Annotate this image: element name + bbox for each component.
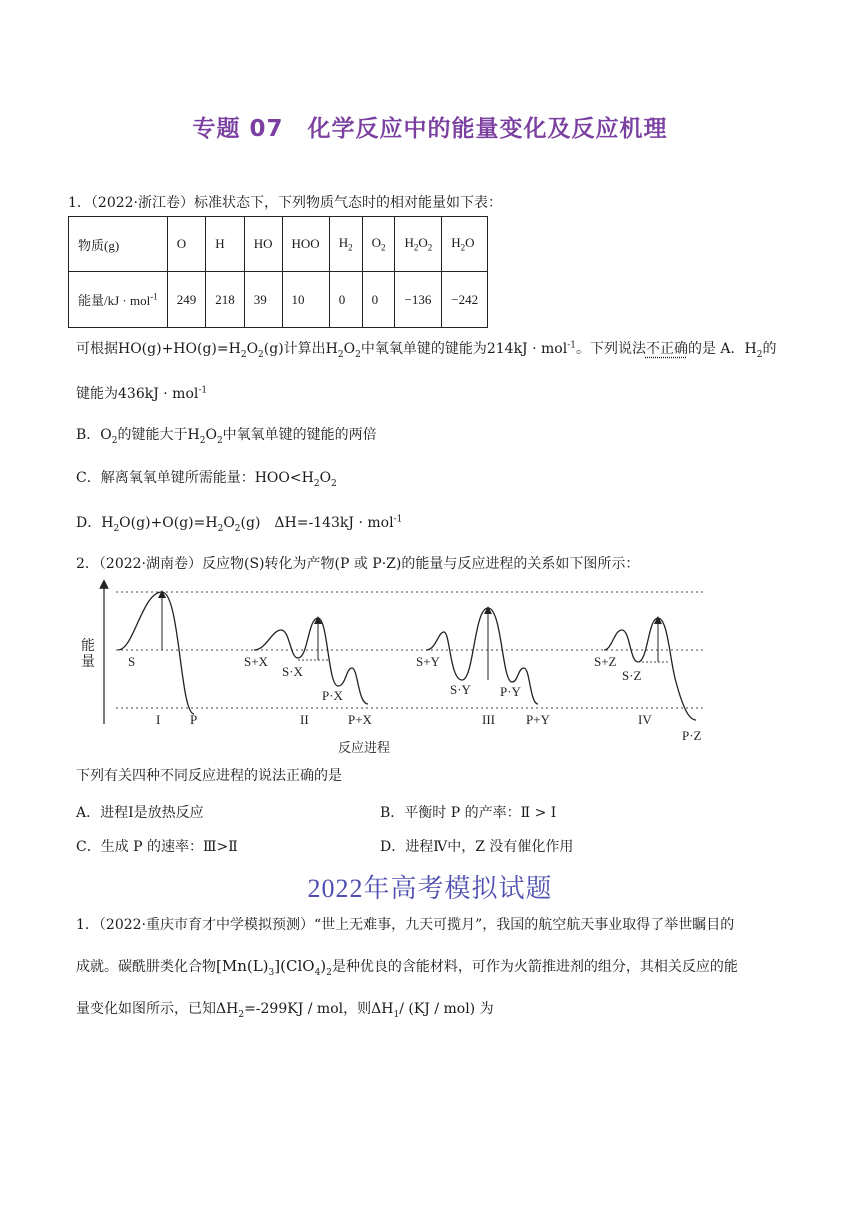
text-run: 中氧氧单键的键能的两倍 xyxy=(222,427,377,443)
subscript: 2 xyxy=(111,435,118,446)
subscript: 2 xyxy=(240,349,247,360)
table-cell: $H_2O_2$ xyxy=(395,217,442,272)
label-p-plus-y: P+Y xyxy=(526,712,550,727)
cell-text: H xyxy=(451,235,461,251)
table-cell: 0 xyxy=(329,272,362,328)
text-run: O xyxy=(223,515,235,531)
subscript: 2 xyxy=(258,349,264,360)
subscript: 2 xyxy=(199,435,206,446)
path-i-curve xyxy=(118,592,194,714)
table-cell: 0 xyxy=(362,272,395,328)
table-cell: 218 xyxy=(206,272,245,328)
subscript: 2 xyxy=(331,478,337,489)
y-axis-label-2: 量 xyxy=(81,655,95,670)
q2-option-a: A．进程Ⅰ是放热反应 xyxy=(76,805,204,821)
q1-option-b xyxy=(76,424,377,446)
text-run: C．解离氧氧单键所需能量：HOO<H xyxy=(76,470,314,486)
table-cell: −136 xyxy=(395,272,442,328)
text-run: ) xyxy=(320,957,327,975)
subscript: 2 xyxy=(756,349,763,360)
x-axis-label: 反应进程 xyxy=(338,740,391,755)
label-s-dot-x: S·X xyxy=(282,664,303,679)
superscript: -1 xyxy=(393,514,403,525)
label-s: S xyxy=(128,654,136,669)
subscript: 2 xyxy=(238,1009,245,1020)
table-cell: H xyxy=(206,217,245,272)
path-ii-curve xyxy=(254,618,368,704)
label-p-dot-x: P·X xyxy=(322,688,343,703)
text-run: O(g)+O(g)=H xyxy=(119,515,218,531)
text-run: O xyxy=(319,470,332,486)
energy-profile-diagram xyxy=(76,574,736,760)
subscript: 2 xyxy=(234,523,241,534)
subscript: 2 xyxy=(113,523,120,534)
text-run: 成就。碳酰肼类化合物 xyxy=(76,959,216,975)
cell-text: H xyxy=(338,235,349,251)
text-run: O xyxy=(246,341,259,357)
table-cell xyxy=(329,217,362,272)
q2-question: 下列有关四种不同反应进程的说法正确的是 xyxy=(76,768,342,784)
chemical-formula xyxy=(216,957,332,978)
path-iii-curve xyxy=(426,608,538,704)
label-ii: II xyxy=(300,712,309,727)
label-iv: IV xyxy=(638,712,652,727)
superscript: -1 xyxy=(567,340,576,351)
subscript: 2 xyxy=(326,968,332,978)
cell-text: O xyxy=(371,235,381,251)
subscript: 2 xyxy=(460,242,466,253)
q1-option-c xyxy=(76,467,337,489)
subscript: 2 xyxy=(216,435,223,446)
table-cell xyxy=(69,272,168,328)
table-header-row xyxy=(69,217,488,272)
label-p: P xyxy=(190,712,198,727)
text-run: 的键能大于H xyxy=(117,427,200,443)
table-cell: HOO xyxy=(282,217,329,272)
table-row xyxy=(69,272,488,328)
label-p-dot-z: P·Z xyxy=(682,728,702,743)
subscript: 3 xyxy=(268,968,275,978)
q2-option-d: D．进程Ⅳ中，Z 没有催化作用 xyxy=(380,839,574,855)
label-s-plus-x: S+X xyxy=(244,654,268,669)
q3-line1: 1．（2022·重庆市育才中学模拟预测）“世上无难事，九天可揽月”，我国的航空航天事业取得了举世瞩目的 xyxy=(76,917,735,933)
y-axis-label-1: 能 xyxy=(81,639,95,654)
text-run: 的是 A．H xyxy=(687,341,757,357)
subscript: 2 xyxy=(348,242,353,253)
superscript: -1 xyxy=(198,385,208,396)
superscript: -1 xyxy=(150,291,158,302)
text-run: ΔH xyxy=(216,1001,239,1017)
q2-option-c: C．生成 P 的速率：Ⅲ>Ⅱ xyxy=(76,839,238,855)
table-cell: 39 xyxy=(244,272,282,328)
table-cell: O xyxy=(167,217,206,272)
q1-option-d xyxy=(76,512,402,534)
label-s-plus-y: S+Y xyxy=(416,654,440,669)
q3-line3 xyxy=(76,998,494,1020)
text-run: 量变化如图所示，已知 xyxy=(76,1001,216,1017)
label-s-plus-z: S+Z xyxy=(594,654,617,669)
text-run: / (KJ / mol) 为 xyxy=(399,1001,494,1017)
row-label: 能量/ xyxy=(78,293,108,308)
q1-text-line1 xyxy=(76,338,777,360)
table-cell: 10 xyxy=(282,272,329,328)
label-s-dot-z: S·Z xyxy=(622,668,642,683)
subscript: 1 xyxy=(393,1009,400,1020)
label-i: I xyxy=(156,712,161,727)
text-run: 是种优良的含能材料，可作为火箭推进剂的组分，其相关反应的能 xyxy=(331,959,738,975)
text-run: ΔH xyxy=(371,1001,394,1017)
q3-line2 xyxy=(76,956,738,978)
subscript: 2 xyxy=(337,349,344,360)
subscript: 2 xyxy=(217,523,224,534)
text-run: (g) ΔH=-143kJ · mol xyxy=(240,515,394,531)
table-cell: −242 xyxy=(442,272,488,328)
q1-text-line2 xyxy=(76,383,207,403)
section-heading: 2022年高考模拟试题 xyxy=(307,874,553,903)
text-run: O xyxy=(343,341,356,357)
q1-stem: 1．（2022·浙江卷）标准状态下，下列物质气态时的相对能量如下表： xyxy=(68,195,502,211)
text-run: =-299KJ / mol，则 xyxy=(244,1001,372,1017)
table-cell: HO xyxy=(244,217,282,272)
text-run: 中氧氧单键的键能为214kJ · mol xyxy=(360,341,568,357)
text-run: [Mn(L) xyxy=(216,957,269,975)
table-cell: $H_2O$ xyxy=(442,217,488,272)
text-run: 。下列说法 xyxy=(575,341,646,357)
energy-table xyxy=(68,216,488,328)
label-p-plus-x: P+X xyxy=(348,712,372,727)
q2-stem: 2．（2022·湖南卷）反应物(S)转化为产物(P 或 P·Z)的能量与反应进程的关系如下图所示： xyxy=(76,556,640,572)
text-run: B．O xyxy=(76,427,112,443)
text-run: D．H xyxy=(76,515,114,531)
text-run: ](ClO xyxy=(274,957,315,975)
path-iv-curve xyxy=(604,618,696,720)
label-p-dot-y: P·Y xyxy=(500,684,521,699)
text-run: 键能为436kJ · mol xyxy=(76,386,199,402)
label-iii: III xyxy=(482,712,495,727)
text-run: O xyxy=(205,427,217,443)
q2-option-b: B．平衡时 P 的产率：Ⅱ > Ⅰ xyxy=(380,805,557,821)
label-s-dot-y: S·Y xyxy=(450,682,471,697)
subscript: 2 xyxy=(413,242,419,253)
subscript: 4 xyxy=(314,968,321,978)
text-run: (g)计算出H xyxy=(263,341,338,357)
subscript: 2 xyxy=(427,242,433,253)
cell-text: H xyxy=(404,235,414,251)
subscript: 2 xyxy=(355,349,361,360)
emphasis-text: 不正确 xyxy=(645,341,688,357)
subscript: 2 xyxy=(380,242,386,253)
table-cell xyxy=(362,217,395,272)
text-run: 的 xyxy=(762,341,777,357)
table-cell: 249 xyxy=(167,272,206,328)
row-unit: kJ · mol xyxy=(107,293,151,308)
subscript: 2 xyxy=(313,478,320,489)
page-title: 专题 07 化学反应中的能量变化及反应机理 xyxy=(192,116,668,142)
table-cell: 物质(g) xyxy=(69,217,168,272)
text-run: 可根据HO(g)+HO(g)=H xyxy=(76,341,241,357)
